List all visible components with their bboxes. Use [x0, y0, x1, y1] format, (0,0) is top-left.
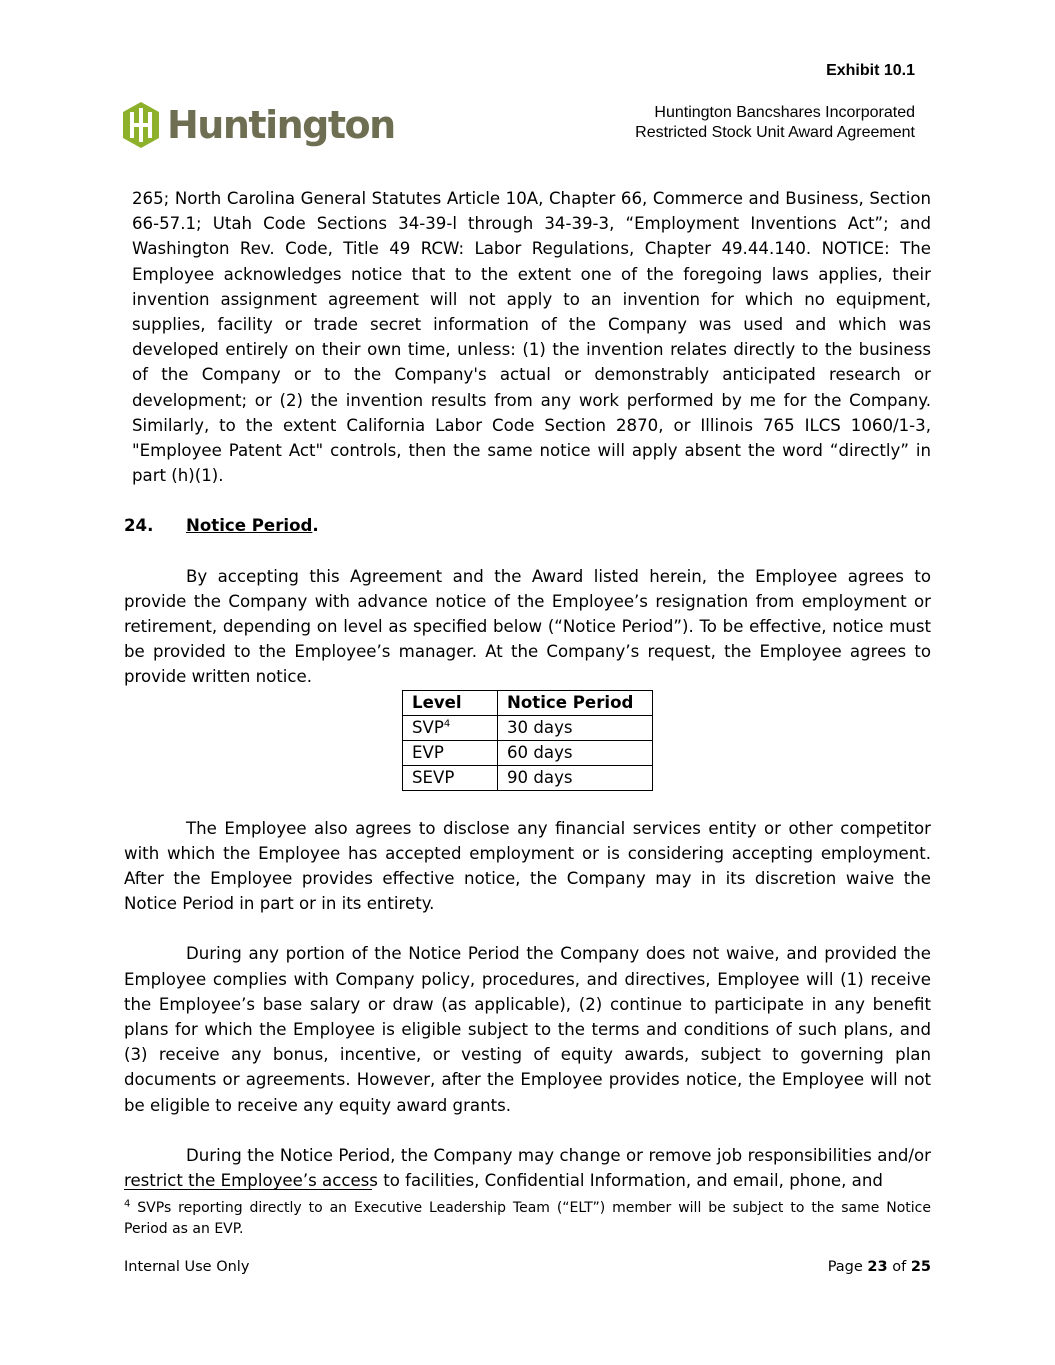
page-number	[828, 1259, 931, 1275]
table-cell-period: 90 days	[498, 765, 653, 790]
continued-paragraph: 265; North Carolina General Statutes Article 10A, Chapter 66, Commerce and Business, Section 66-57.1; Utah Code Sections 34-39-l through 34-39-3, “Employment Inventions Act”; and Washington Rev. Code, Title 49 RCW: Labor Regulations, Chapter 49.44.140. NOTICE: The Employee acknowledges notice that to the extent one of the foregoing laws applies, their invention assignment agreement will not apply to an invention for which no equipment, supplies, facility or trade secret information of the Company was used and which was developed entirely on their own time, unless: (1) the invention relates directly to the business of the Company or to the Company's actual or demonstrably anticipated research or development; or (2) the invention results from any work performed by me for the Company. Similarly, to the extent California Labor Code Section 2870, or Illinois 765 ILCS 1060/1-3, "Employee Patent Act" controls, then the same notice will apply absent the word “directly” in part (h)(1).	[132, 189, 931, 486]
document-header	[635, 103, 915, 143]
huntington-logo	[121, 100, 395, 150]
notice-period-table	[402, 690, 653, 791]
level-text: SVP	[412, 717, 444, 737]
section-number: 24.	[124, 516, 154, 536]
section-title: Notice Period	[186, 516, 313, 536]
table-row	[403, 715, 653, 740]
table-row	[403, 765, 653, 790]
huntington-logo-wordmark: Huntington	[167, 103, 395, 147]
disclosure-paragraph: The Employee also agrees to disclose any financial services entity or other competitor with which the Employee has accepted employment or is considering accepting employment. After the Employee provides effective notice, the Company may in its discretion waive the Notice Period in part or in its entirety.	[124, 818, 931, 914]
exhibit-label: Exhibit 10.1	[826, 62, 915, 79]
table-header-row	[403, 690, 653, 715]
classification-label: Internal Use Only	[124, 1259, 250, 1275]
page-of: of	[887, 1259, 911, 1275]
table-header-notice-period: Notice Period	[498, 690, 653, 715]
company-name: Huntington Bancshares Incorporated	[654, 104, 915, 121]
table-cell-level: EVP	[403, 740, 498, 765]
table-cell-level	[403, 715, 498, 740]
footnote	[124, 1198, 931, 1240]
notice-paragraph: By accepting this Agreement and the Award listed herein, the Employee agrees to provide the Company with advance notice of the Employee’s resignation from employment or retirement, depending on level as specified below (“Notice Period”). To be effective, notice must be provided to the Employee’s manager. At the Company’s request, the Employee agrees to provide written notice.	[124, 566, 931, 687]
current-page: 23	[867, 1259, 888, 1275]
footnote-reference: 4	[443, 718, 451, 730]
compensation-paragraph: During any portion of the Notice Period the Company does not waive, and provided the Employee complies with Company policy, procedures, and directives, Employee will (1) receive the Employee’s base salary or draw (as applicable), (2) continue to participate in any benefit plans for which the Employee is eligible subject to the terms and conditions of such plans, and (3) receive any bonus, incentive, or vesting of equity awards, subject to governing plan documents or agreements. However, after the Employee provides notice, the Employee will not be eligible to receive any equity award grants.	[124, 944, 931, 1115]
page-footer	[124, 1259, 931, 1275]
table-header-level: Level	[403, 690, 498, 715]
table-cell-period: 30 days	[498, 715, 653, 740]
page-body	[124, 186, 931, 1193]
footnote-divider	[124, 1189, 372, 1190]
table-cell-level: SEVP	[403, 765, 498, 790]
section-title-period: .	[312, 516, 319, 536]
total-pages: 25	[910, 1259, 931, 1275]
page-prefix: Page	[827, 1259, 868, 1275]
document-title: Restricted Stock Unit Award Agreement	[635, 124, 915, 141]
responsibilities-paragraph: During the Notice Period, the Company may change or remove job responsibilities and/or restrict the Employee’s access to facilities, Confidential Information, and email, phone, and	[124, 1145, 931, 1191]
table-row	[403, 740, 653, 765]
footnote-marker: 4	[124, 1198, 131, 1210]
huntington-logo-mark-icon	[121, 102, 161, 148]
section-heading	[124, 513, 931, 538]
footnote-text: SVPs reporting directly to an Executive Leadership Team (“ELT”) member will be subject to the same Notice Period as an EVP.	[124, 1200, 931, 1237]
table-cell-period: 60 days	[498, 740, 653, 765]
